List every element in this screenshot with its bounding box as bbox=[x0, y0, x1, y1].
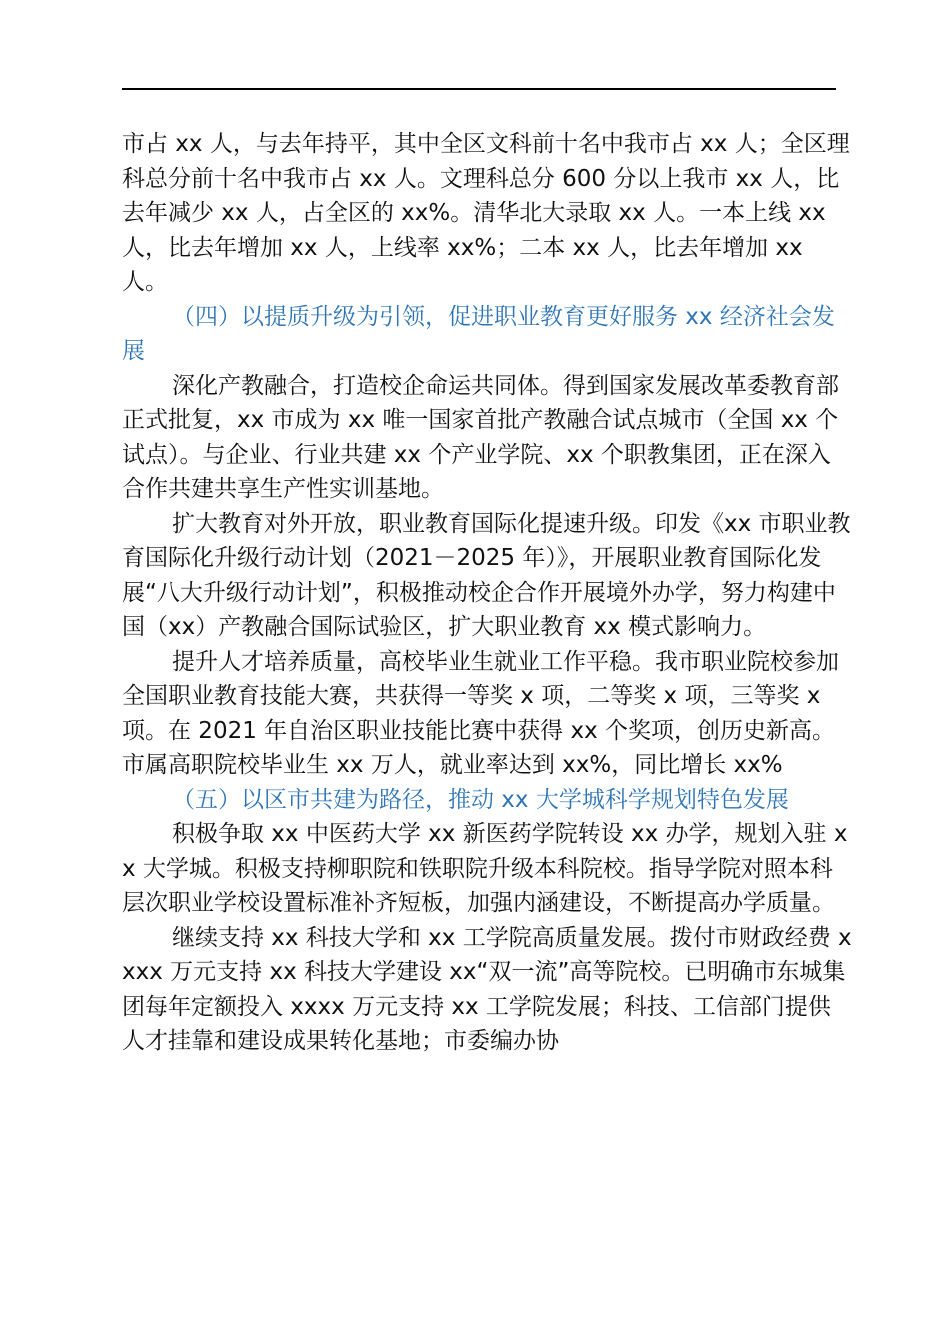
paragraph-3: 扩大教育对外开放，职业教育国际化提速升级。印发《xx 市职业教育国际化升级行动计划（2021－2025 年）》，开展职业教育国际化发展“八大升级行动计划”，积极推动校企合作开展境外办学，努力构建中国（xx）产教融合国际试验区，扩大职业教育 xx 模式影响力。 bbox=[122, 510, 851, 640]
paragraph-6: 继续支持 xx 科技大学和 xx 工学院高质量发展。拨付市财政经费 xxxx 万元支持 xx 科技大学建设 xx“双一流”高等院校。已明确市东城集团每年定额投入 xxxx 万元支持 xx 工学院发展；科技、工信部门提供人才挂靠和建设成果转化基地；市委编办协 bbox=[122, 924, 852, 1054]
paragraph-2: 深化产教融合，打造校企命运共同体。得到国家发展改革委教育部正式批复，xx 市成为 xx 唯一国家首批产教融合试点城市（全国 xx 个试点）。与企业、行业共建 xx 个产业学院、xx 个职教集团，正在深入合作共建共享生产性实训基地。 bbox=[122, 372, 839, 502]
paragraph-4: 提升人才培养质量，高校毕业生就业工作平稳。我市职业院校参加全国职业教育技能大赛，共获得一等奖 x 项，二等奖 x 项，三等奖 x 项。在 2021 年自治区职业技能比赛中获得 xx 个奖项，创历史新高。市属高职院校毕业生 xx 万人，就业率达到 xx%，同比增长 xx% bbox=[122, 648, 839, 778]
section-heading-4: （四）以提质升级为引领，促进职业教育更好服务 xx 经济社会发展 bbox=[122, 303, 835, 364]
paragraph-1: 市占 xx 人，与去年持平，其中全区文科前十名中我市占 xx 人；全区理科总分前十名中我市占 xx 人。文理科总分 600 分以上我市 xx 人，比去年减少 xx 人，占全区的 xx%。清华北大录取 xx 人。一本上线 xx 人，比去年增加 xx 人，上线率 xx%；二本 xx 人，比去年增加 xx 人。 bbox=[122, 131, 850, 295]
paragraph-5: 积极争取 xx 中医药大学 xx 新医药学院转设 xx 办学，规划入驻 xx 大学城。积极支持柳职院和铁职院升级本科院校。指导学院对照本科层次职业学校设置标准补齐短板，加强内涵建设，不断提高办学质量。 bbox=[122, 821, 848, 916]
section-heading-5: （五）以区市共建为路径，推动 xx 大学城科学规划特色发展 bbox=[172, 786, 789, 813]
document-body bbox=[122, 127, 852, 1059]
header-rule bbox=[122, 88, 836, 90]
